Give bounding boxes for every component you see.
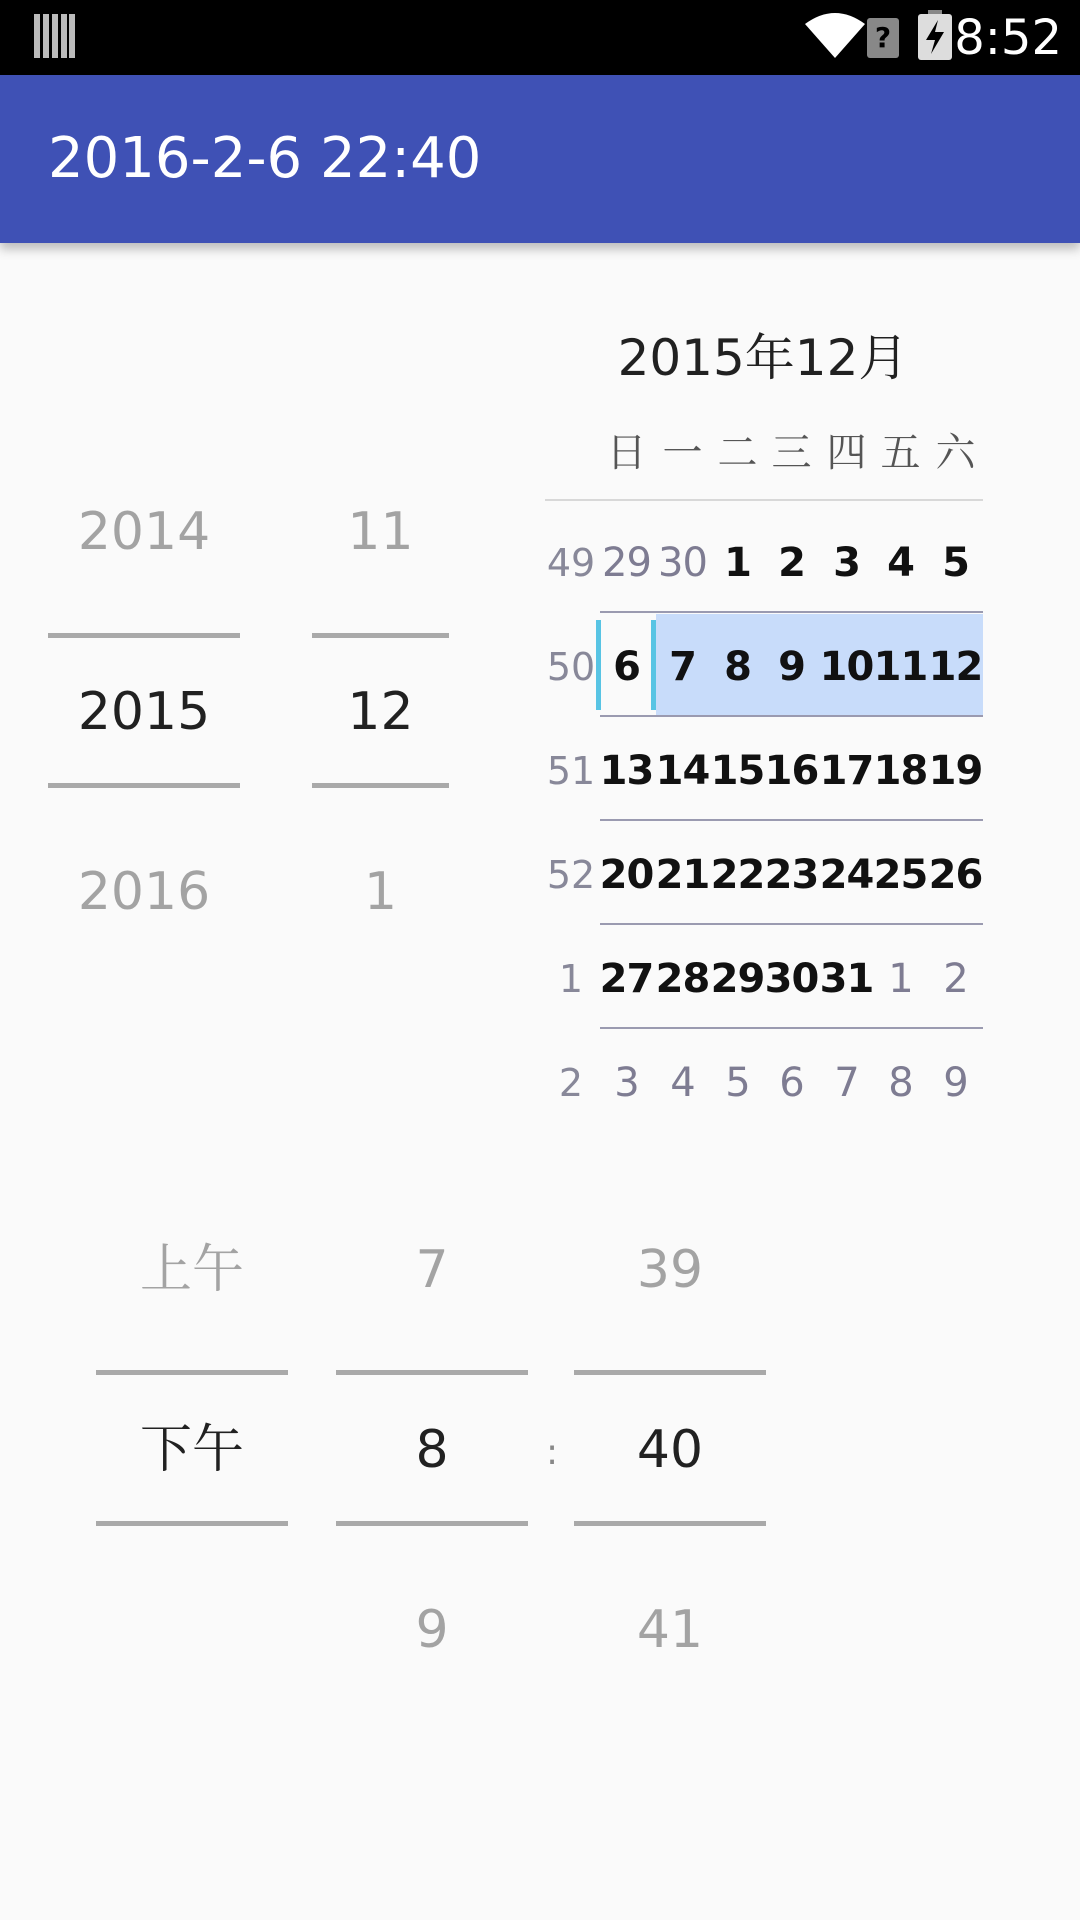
- week-number: 1: [558, 957, 584, 1001]
- app-bar: [0, 75, 1080, 243]
- week-row-divider: [600, 923, 983, 925]
- weekday-header: 五: [880, 430, 921, 476]
- calendar-day[interactable]: 30: [764, 956, 819, 1002]
- calendar-day[interactable]: 29: [602, 540, 651, 586]
- calendar-day[interactable]: 5: [725, 1060, 750, 1106]
- year-divider-top: [48, 633, 240, 638]
- week-number: 49: [546, 541, 596, 585]
- calendar-day[interactable]: 1: [888, 956, 913, 1002]
- calendar-day[interactable]: 3: [614, 1060, 639, 1106]
- hour-divider-top: [336, 1370, 528, 1375]
- calendar-day[interactable]: 1: [724, 540, 751, 586]
- calendar-day[interactable]: 2: [778, 540, 805, 586]
- calendar-day[interactable]: 16: [764, 748, 819, 794]
- calendar-day[interactable]: 27: [599, 956, 654, 1002]
- calendar-day[interactable]: 4: [670, 1060, 695, 1106]
- month-prev[interactable]: 11: [347, 502, 414, 562]
- week-row-divider: [600, 819, 983, 821]
- weekday-header: 三: [771, 430, 812, 476]
- week-row-divider: [600, 715, 983, 717]
- weekday-header: 二: [717, 430, 758, 476]
- hour-next[interactable]: 9: [415, 1600, 449, 1660]
- calendar-day[interactable]: 7: [834, 1060, 859, 1106]
- ampm-divider-top: [96, 1370, 288, 1375]
- minute-prev[interactable]: 39: [636, 1240, 704, 1300]
- minute-divider-bottom: [574, 1521, 766, 1526]
- calendar-day[interactable]: 13: [599, 748, 654, 794]
- calendar-day[interactable]: 17: [819, 748, 874, 794]
- weekday-header: 一: [662, 430, 703, 476]
- year-divider-bottom: [48, 783, 240, 788]
- hour-prev[interactable]: 7: [415, 1240, 449, 1300]
- minute-divider-top: [574, 1370, 766, 1375]
- calendar-day[interactable]: 12: [928, 644, 983, 690]
- calendar-day[interactable]: 3: [833, 540, 860, 586]
- status-bar: [0, 0, 1080, 75]
- week-number: 50: [546, 645, 596, 689]
- calendar-day[interactable]: 4: [887, 540, 914, 586]
- week-number: 52: [546, 853, 596, 897]
- calendar-day[interactable]: 11: [873, 644, 928, 690]
- calendar-day[interactable]: 15: [710, 748, 765, 794]
- ampm-divider-bottom: [96, 1521, 288, 1526]
- calendar-day[interactable]: 26: [928, 852, 983, 898]
- calendar-day[interactable]: 9: [943, 1060, 968, 1106]
- notification-icon: [34, 14, 74, 58]
- time-separator: :: [546, 1432, 559, 1473]
- year-prev[interactable]: 2014: [77, 502, 211, 562]
- year-next[interactable]: 2016: [77, 862, 211, 922]
- status-time: 8:52: [954, 10, 1062, 66]
- calendar-day[interactable]: 22: [710, 852, 765, 898]
- ampm-current[interactable]: 下午: [139, 1420, 244, 1480]
- page-title: 2016-2-6 22:40: [48, 126, 482, 191]
- minute-current[interactable]: 40: [636, 1420, 704, 1480]
- calendar-header-divider: [545, 499, 983, 501]
- week-number: 2: [558, 1061, 584, 1105]
- calendar-day[interactable]: 9: [778, 644, 805, 690]
- minute-next[interactable]: 41: [636, 1600, 704, 1660]
- calendar-day[interactable]: 10: [819, 644, 874, 690]
- calendar-day[interactable]: 24: [819, 852, 874, 898]
- calendar-day[interactable]: 29: [710, 956, 765, 1002]
- calendar-day[interactable]: 31: [819, 956, 874, 1002]
- weekday-header: 日: [606, 430, 647, 476]
- hour-current[interactable]: 8: [415, 1420, 449, 1480]
- calendar-day[interactable]: 21: [655, 852, 710, 898]
- calendar-day[interactable]: 25: [873, 852, 928, 898]
- battery-charging-icon: [918, 10, 952, 60]
- no-sim-icon: ?: [867, 18, 899, 58]
- month-next[interactable]: 1: [363, 862, 398, 922]
- wifi-icon: [805, 12, 865, 60]
- calendar-day[interactable]: 18: [873, 748, 928, 794]
- calendar-day[interactable]: 23: [764, 852, 819, 898]
- ampm-prev[interactable]: 上午: [139, 1240, 244, 1300]
- weekday-header: 六: [935, 430, 976, 476]
- calendar-title: 2015年12月: [617, 329, 909, 387]
- calendar-day[interactable]: 20: [599, 852, 654, 898]
- month-divider-top: [312, 633, 449, 638]
- hour-divider-bottom: [336, 1521, 528, 1526]
- calendar-day[interactable]: 19: [928, 748, 983, 794]
- month-current[interactable]: 12: [347, 682, 414, 742]
- week-number: 51: [546, 749, 596, 793]
- calendar-day[interactable]: 6: [613, 644, 640, 690]
- week-row-divider: [600, 1027, 983, 1029]
- calendar-day[interactable]: 8: [888, 1060, 913, 1106]
- month-divider-bottom: [312, 783, 449, 788]
- calendar-day[interactable]: 28: [655, 956, 710, 1002]
- week-row-divider: [600, 611, 983, 613]
- calendar-day[interactable]: 7: [669, 644, 696, 690]
- year-current[interactable]: 2015: [77, 682, 211, 742]
- calendar-day[interactable]: 14: [655, 748, 710, 794]
- weekday-header: 四: [826, 430, 867, 476]
- calendar-day[interactable]: 8: [724, 644, 751, 690]
- calendar-day[interactable]: 6: [779, 1060, 804, 1106]
- calendar-day[interactable]: 30: [658, 540, 707, 586]
- calendar-day[interactable]: 5: [942, 540, 969, 586]
- calendar-day[interactable]: 2: [943, 956, 968, 1002]
